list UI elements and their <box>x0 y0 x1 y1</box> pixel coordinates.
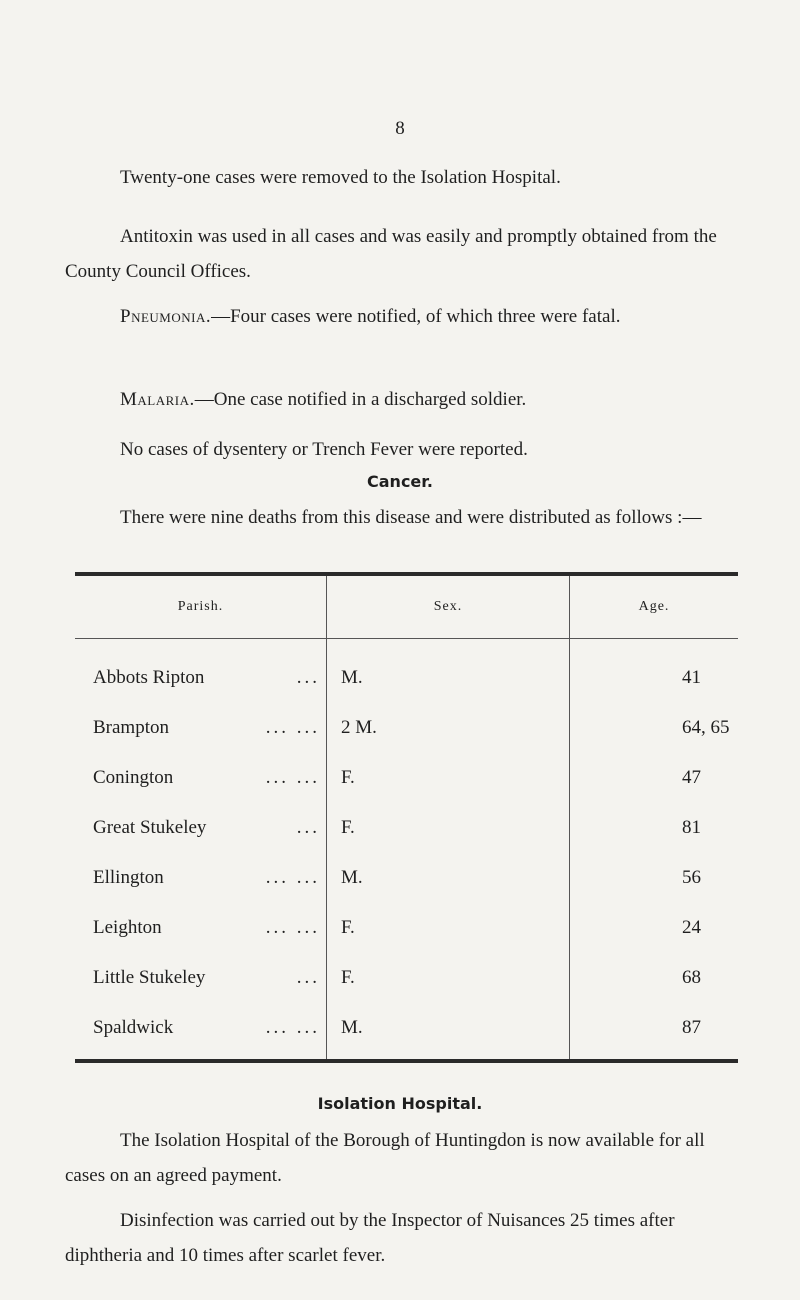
parish-name: Abbots Ripton <box>93 667 205 688</box>
age-cell: 56 <box>570 853 739 903</box>
leader-dots: ... <box>296 967 320 988</box>
leader-dots: ... ... <box>265 717 320 738</box>
heading-cancer: Cancer. <box>367 472 433 491</box>
page-number: 8 <box>395 118 405 139</box>
age-cell: 24 <box>570 903 739 953</box>
malaria-label: Malaria. <box>120 389 195 410</box>
parish-name: Spaldwick <box>93 1017 174 1038</box>
table-row <box>75 1003 738 1061</box>
age-cell: 87 <box>570 1003 739 1061</box>
parish-name: Conington <box>93 767 174 788</box>
paragraph-dysentery: No cases of dysentery or Trench Fever were reported. <box>120 439 528 460</box>
pneumonia-text: —Four cases were notified, of which three were fatal. <box>211 306 621 327</box>
age-cell: 47 <box>570 753 739 803</box>
age-cell: 81 <box>570 803 739 853</box>
paragraph-malaria <box>65 382 739 417</box>
header-age: Age. <box>570 574 739 639</box>
paragraph-disinfection: Disinfection was carried out by the Inspector of Nuisances 25 times after diphtheria and 10 times after scarlet fever. <box>65 1210 675 1266</box>
leader-dots: ... ... <box>265 867 320 888</box>
table-row <box>75 903 738 953</box>
sex-cell: F. <box>327 953 570 1003</box>
parish-name: Great Stukeley <box>93 817 207 838</box>
parish-name: Leighton <box>93 917 162 938</box>
sex-cell: M. <box>327 639 570 704</box>
table-row <box>75 703 738 753</box>
age-cell: 68 <box>570 953 739 1003</box>
leader-dots: ... ... <box>265 767 320 788</box>
sex-cell: F. <box>327 753 570 803</box>
table-header-row <box>75 574 738 639</box>
sex-cell: 2 M. <box>327 703 570 753</box>
table-row <box>75 753 738 803</box>
age-cell: 64, 65 <box>570 703 739 753</box>
age-cell: 41 <box>570 639 739 704</box>
leader-dots: ... ... <box>265 917 320 938</box>
pneumonia-label: Pneumonia. <box>120 306 212 327</box>
table-row <box>75 639 738 704</box>
header-sex: Sex. <box>327 574 570 639</box>
paragraph-isolation-available: The Isolation Hospital of the Borough of Huntingdon is now available for all cases on an agreed payment. <box>65 1130 705 1186</box>
table-row <box>75 853 738 903</box>
sex-cell: M. <box>327 853 570 903</box>
header-parish: Parish. <box>75 574 327 639</box>
leader-dots: ... ... <box>265 1017 320 1038</box>
paragraph-antitoxin: Antitoxin was used in all cases and was easily and promptly obtained from the County Council Offices. <box>65 226 717 282</box>
table-row <box>75 953 738 1003</box>
leader-dots: ... <box>296 817 320 838</box>
paragraph-isolation-removed: Twenty-one cases were removed to the Isolation Hospital. <box>120 167 561 188</box>
heading-isolation-hospital: Isolation Hospital. <box>317 1094 483 1113</box>
leader-dots: ... <box>296 667 320 688</box>
parish-name: Little Stukeley <box>93 967 206 988</box>
sex-cell: M. <box>327 1003 570 1061</box>
sex-cell: F. <box>327 903 570 953</box>
paragraph-pneumonia <box>65 299 739 334</box>
cancer-deaths-table <box>75 572 738 1063</box>
table-row <box>75 803 738 853</box>
malaria-text: —One case notified in a discharged soldier. <box>194 389 527 410</box>
paragraph-cancer-intro: There were nine deaths from this disease and were distributed as follows :— <box>120 507 702 528</box>
parish-name: Brampton <box>93 717 169 738</box>
sex-cell: F. <box>327 803 570 853</box>
parish-name: Ellington <box>93 867 164 888</box>
